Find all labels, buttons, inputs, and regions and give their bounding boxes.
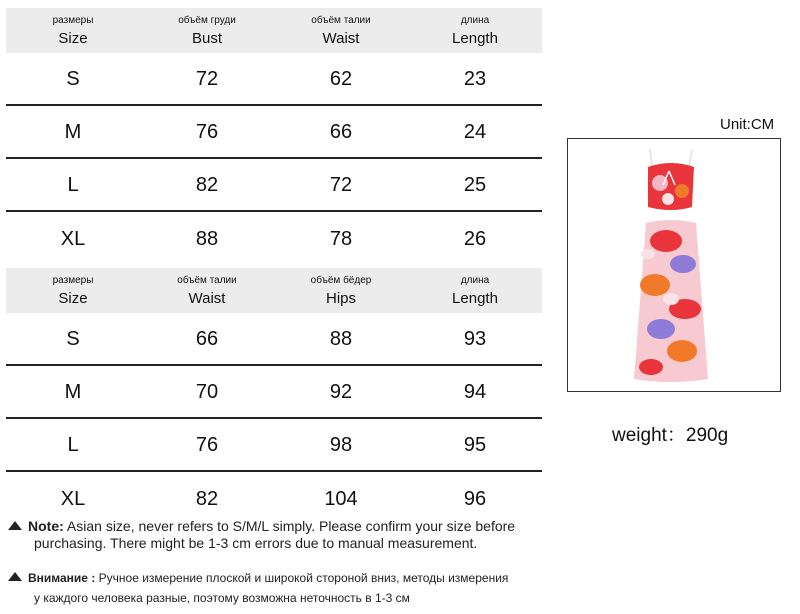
- table-cell: 62: [329, 67, 353, 90]
- table-cell: 72: [329, 173, 353, 196]
- table-header: [6, 268, 542, 313]
- table-row: [6, 419, 542, 472]
- header-label-en: Bust: [191, 30, 222, 47]
- table-cell: S: [66, 67, 80, 90]
- header-label-ru: длина: [460, 275, 490, 286]
- table-cell: 76: [195, 120, 219, 143]
- triangle-icon: [8, 572, 22, 581]
- table-header: [6, 8, 542, 53]
- header-label-en: Waist: [322, 30, 360, 47]
- header-label-ru: размеры: [52, 15, 94, 26]
- table-cell: 66: [329, 120, 353, 143]
- table-row: [6, 53, 542, 106]
- header-label-en: Size: [58, 30, 88, 47]
- table-cell: 23: [463, 67, 487, 90]
- weight-label: weight：290g: [612, 425, 729, 446]
- table-cell: S: [66, 327, 80, 350]
- table-cell: 82: [195, 173, 219, 196]
- note-text: Ручное измерение плоской и широкой стороной вниз, методы измерения: [98, 571, 509, 585]
- note-text: purchasing. There might be 1-3 cm errors due to manual measurement.: [34, 535, 478, 551]
- table-cell: 78: [329, 227, 353, 250]
- header-label-en: Size: [58, 290, 88, 307]
- table-cell: 70: [195, 380, 219, 403]
- table-cell: L: [67, 173, 79, 196]
- header-label-ru: объём талии: [177, 275, 237, 286]
- table-cell: 66: [195, 327, 219, 350]
- table-cell: 88: [329, 327, 353, 350]
- table-cell: 76: [195, 433, 219, 456]
- header-bust: [140, 8, 274, 53]
- table-cell: L: [67, 433, 79, 456]
- floral-set-illustration: [568, 139, 780, 391]
- table-cell: 24: [463, 120, 487, 143]
- table-cell: XL: [60, 487, 86, 510]
- table-cell: 26: [463, 227, 487, 250]
- table-cell: 96: [463, 487, 487, 510]
- table-cell: 72: [195, 67, 219, 90]
- header-size: [6, 8, 140, 53]
- header-label-en: Hips: [325, 290, 356, 307]
- header-label-ru: объём бёдер: [310, 275, 372, 286]
- table-cell: M: [64, 380, 82, 403]
- note-text: у каждого человека разные, поэтому возможна неточность в 1-3 см: [34, 591, 410, 605]
- table-row: [6, 159, 542, 212]
- header-label-ru: размеры: [52, 275, 94, 286]
- table-cell: 93: [463, 327, 487, 350]
- table-row: [6, 212, 542, 265]
- table-cell: 92: [329, 380, 353, 403]
- header-label-ru: длина: [460, 15, 490, 26]
- note-russian: [8, 568, 548, 608]
- note-title: Внимание :: [28, 571, 96, 585]
- header-waist: [274, 8, 408, 53]
- table-row: [6, 366, 542, 419]
- table-cell: 104: [324, 487, 358, 510]
- header-label-en: Length: [452, 290, 498, 307]
- unit-label: Unit:CM: [720, 116, 775, 133]
- table-row: [6, 106, 542, 159]
- header-label-en: Length: [452, 30, 498, 47]
- table-cell: 95: [463, 433, 487, 456]
- header-hips: [274, 268, 408, 313]
- table-cell: 94: [463, 380, 487, 403]
- header-length: [408, 268, 542, 313]
- header-label-ru: объём талии: [311, 15, 371, 26]
- size-table-bottom: [6, 268, 542, 525]
- product-image: [567, 138, 781, 392]
- table-cell: 82: [195, 487, 219, 510]
- size-table-top: [6, 8, 542, 265]
- note-title: Note:: [28, 518, 64, 534]
- header-label-en: Waist: [188, 290, 226, 307]
- header-size: [6, 268, 140, 313]
- table-cell: 25: [463, 173, 487, 196]
- triangle-icon: [8, 521, 22, 530]
- table-row: [6, 313, 542, 366]
- note-english: [8, 518, 548, 552]
- table-cell: 88: [195, 227, 219, 250]
- header-length: [408, 8, 542, 53]
- table-cell: XL: [60, 227, 86, 250]
- table-cell: 98: [329, 433, 353, 456]
- header-label-ru: объём груди: [178, 15, 236, 26]
- note-text: Asian size, never refers to S/M/L simply. Please confirm your size before: [66, 518, 516, 534]
- header-waist: [140, 268, 274, 313]
- table-cell: M: [64, 120, 82, 143]
